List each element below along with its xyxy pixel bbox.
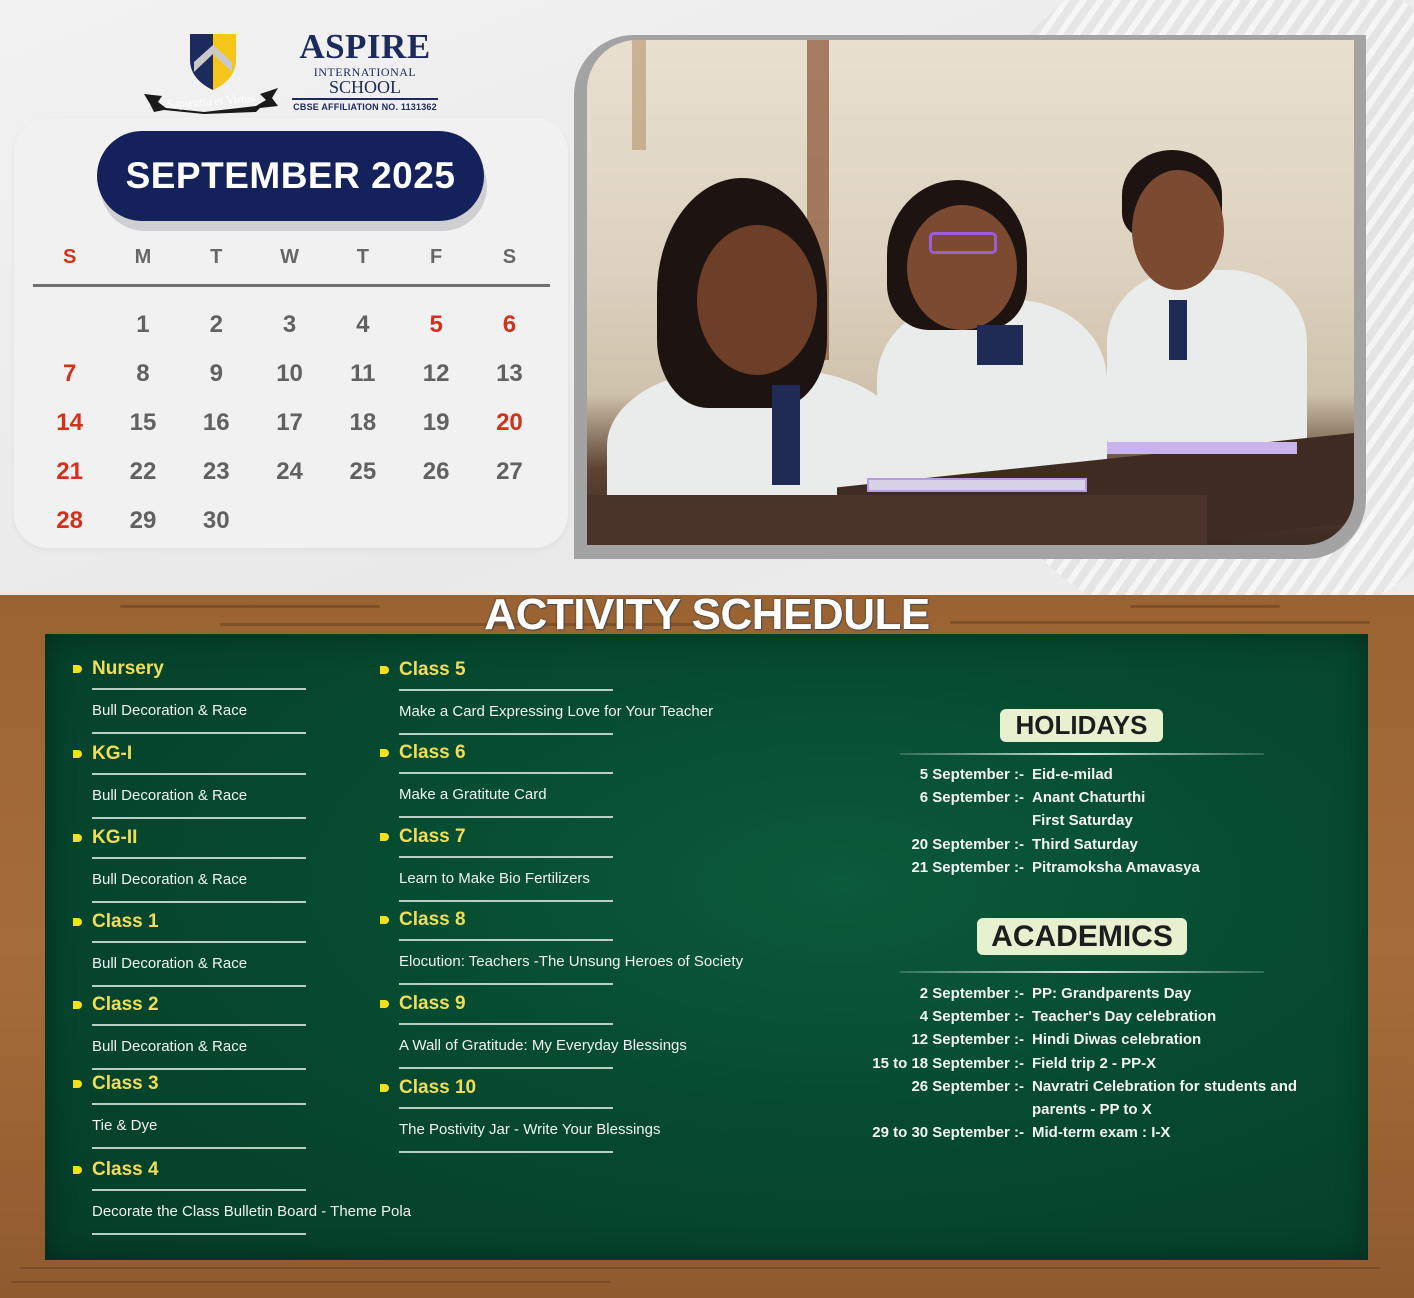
photo-tie xyxy=(1169,300,1187,360)
class-name: Class 9 xyxy=(399,993,466,1014)
schedule-entry xyxy=(73,990,403,1069)
chalk-line xyxy=(92,1103,306,1105)
activity-text: Elocution: Teachers -The Unsung Heroes of Society xyxy=(399,953,744,970)
wood-grain xyxy=(10,1281,610,1283)
calendar-day: 15 xyxy=(129,408,157,436)
photo-desk xyxy=(587,495,1207,545)
class-name: Class 6 xyxy=(399,742,466,763)
weekday-label: F xyxy=(430,246,443,268)
calendar-day: 22 xyxy=(129,457,157,485)
calendar-day: 11 xyxy=(350,359,376,387)
schedule-entry xyxy=(380,1073,780,1157)
academics-item xyxy=(870,1052,1297,1075)
holidays-item xyxy=(870,763,1200,786)
activity-text: A Wall of Gratitude: My Everyday Blessings xyxy=(399,1037,687,1054)
chalk-line xyxy=(399,939,613,941)
wood-grain xyxy=(20,1267,1380,1269)
chalk-line xyxy=(399,1151,613,1153)
photo-face xyxy=(1132,170,1224,290)
schedule-entry xyxy=(73,739,403,823)
chalk-line xyxy=(92,817,306,819)
schedule-entry xyxy=(380,989,780,1073)
weekday-label: T xyxy=(210,246,223,268)
activity-text: Bull Decoration & Race xyxy=(92,702,248,719)
activity-text: Bull Decoration & Race xyxy=(92,787,248,804)
holidays-heading: HOLIDAYS xyxy=(1000,709,1163,742)
class-label xyxy=(73,907,403,937)
chalk-line xyxy=(399,772,613,774)
class-label xyxy=(380,822,780,852)
photo-glasses xyxy=(929,232,997,254)
calendar-week-row xyxy=(33,447,550,496)
bullet-icon xyxy=(380,666,389,674)
event-date xyxy=(870,809,1024,832)
weekday-label: S xyxy=(62,246,77,268)
event-date xyxy=(870,1098,1024,1121)
class-name: Nursery xyxy=(92,658,164,679)
class-label xyxy=(73,823,403,853)
chalk-line xyxy=(92,1147,306,1149)
photo-face xyxy=(907,205,1017,330)
event-date: 4 September :- xyxy=(919,1008,1024,1026)
chalk-line xyxy=(92,1233,306,1235)
calendar-day: 20 xyxy=(496,408,523,436)
event-date: 20 September :- xyxy=(911,835,1024,853)
weekday-label: S xyxy=(502,246,517,268)
chalk-line xyxy=(399,1067,613,1069)
class-name: Class 3 xyxy=(92,1073,159,1094)
chalk-line xyxy=(399,816,613,818)
schedule-left-column xyxy=(73,654,412,1245)
weekday-label: W xyxy=(280,246,299,268)
class-label xyxy=(73,1069,403,1099)
calendar-day: 30 xyxy=(202,506,230,534)
class-name: Class 4 xyxy=(92,1159,159,1180)
event-description: Teacher's Day celebration xyxy=(1032,1008,1217,1026)
school-name-block xyxy=(290,28,440,112)
weekday-header xyxy=(33,246,550,276)
calendar-day: 29 xyxy=(129,506,157,534)
photo-pencil-case xyxy=(1107,442,1297,454)
bullet-icon xyxy=(73,918,82,926)
bullet-icon xyxy=(73,665,82,673)
academics-item xyxy=(870,1028,1297,1051)
chalk-line xyxy=(92,941,306,943)
class-name: Class 8 xyxy=(399,909,466,930)
event-description: Third Saturday xyxy=(1032,835,1138,853)
calendar-day: 8 xyxy=(136,359,150,387)
class-name: Class 5 xyxy=(399,659,466,680)
school-motto: Sapientia et Virtus xyxy=(166,90,256,112)
class-label xyxy=(73,654,403,684)
calendar-day: 12 xyxy=(422,359,450,387)
calendar-day: 9 xyxy=(209,359,223,387)
class-label xyxy=(380,1073,780,1103)
class-name: KG-I xyxy=(92,743,133,764)
weekday-label: M xyxy=(134,246,152,268)
holidays-list xyxy=(870,763,1200,879)
holidays-divider xyxy=(900,753,1264,755)
academics-item xyxy=(870,1005,1297,1028)
bullet-icon xyxy=(73,1080,82,1088)
class-label xyxy=(380,989,780,1019)
bullet-icon xyxy=(73,1001,82,1009)
activity-text: Make a Gratitute Card xyxy=(399,786,547,803)
class-label xyxy=(73,990,403,1020)
calendar-day: 26 xyxy=(422,457,450,485)
bullet-icon xyxy=(380,833,389,841)
chalk-line xyxy=(92,1024,306,1026)
event-date: 6 September :- xyxy=(919,789,1024,807)
event-date: 15 to 18 September :- xyxy=(872,1054,1024,1072)
academics-item xyxy=(870,982,1297,1005)
logo-divider xyxy=(292,98,438,100)
activity-text: Bull Decoration & Race xyxy=(92,871,248,888)
chalk-line xyxy=(399,983,613,985)
event-description: Pitramoksha Amavasya xyxy=(1032,858,1200,876)
holidays-item xyxy=(870,833,1200,856)
class-label xyxy=(380,738,780,768)
schedule-entry xyxy=(380,738,780,822)
academics-item xyxy=(870,1098,1297,1121)
calendar-day: 3 xyxy=(282,310,297,338)
holidays-item xyxy=(870,856,1200,879)
calendar-day: 18 xyxy=(349,408,377,436)
activity-text: The Postivity Jar - Write Your Blessings xyxy=(399,1121,661,1138)
calendar-day: 19 xyxy=(422,408,450,436)
month-title: SEPTEMBER 2025 xyxy=(97,131,484,221)
chalk-line xyxy=(92,688,306,690)
activity-text: Learn to Make Bio Fertilizers xyxy=(399,870,590,887)
schedule-middle-column xyxy=(380,655,780,1157)
chalk-line xyxy=(92,732,306,734)
bullet-icon xyxy=(380,1084,389,1092)
bullet-icon xyxy=(380,916,389,924)
chalk-line xyxy=(399,900,613,902)
class-label xyxy=(380,905,780,935)
event-description: Mid-term exam : I-X xyxy=(1032,1124,1171,1142)
chalk-line xyxy=(92,773,306,775)
chalk-line xyxy=(399,733,613,735)
class-label xyxy=(73,1155,403,1185)
chalk-line xyxy=(92,857,306,859)
event-date: 26 September :- xyxy=(911,1077,1024,1095)
bullet-icon xyxy=(73,1166,82,1174)
weekday-label: T xyxy=(356,246,369,268)
calendar-day: 25 xyxy=(349,457,377,485)
calendar-day: 23 xyxy=(202,457,230,485)
shield-crest-icon xyxy=(188,32,238,92)
calendar-day: 2 xyxy=(209,310,223,338)
event-description: First Saturday xyxy=(1032,812,1133,830)
calendar-day: 5 xyxy=(429,310,443,338)
calendar-day: 1 xyxy=(136,310,150,338)
event-description: parents - PP to X xyxy=(1032,1101,1152,1119)
photo-student-right xyxy=(1107,270,1307,450)
photo-face xyxy=(697,225,817,375)
photo-pencil-case xyxy=(867,478,1087,492)
event-date: 5 September :- xyxy=(919,766,1024,783)
calendar-day: 6 xyxy=(502,310,517,338)
calendar-day: 28 xyxy=(56,506,83,534)
school-logo xyxy=(140,28,450,118)
photo-tie xyxy=(977,325,1023,365)
chalk-line xyxy=(399,1023,613,1025)
event-description: Field trip 2 - PP-X xyxy=(1032,1054,1157,1072)
activity-text: Bull Decoration & Race xyxy=(92,955,248,972)
academics-heading: ACADEMICS xyxy=(977,918,1187,955)
chalk-line xyxy=(92,985,306,987)
holidays-item xyxy=(870,809,1200,832)
calendar-day: 10 xyxy=(276,359,303,387)
calendar-week-row xyxy=(33,349,550,398)
academics-item xyxy=(870,1075,1297,1098)
schedule-entry xyxy=(73,907,403,990)
photo-tie xyxy=(772,385,800,485)
chalk-line xyxy=(92,901,306,903)
class-label xyxy=(380,655,780,685)
bullet-icon xyxy=(73,834,82,842)
academics-item xyxy=(870,1121,1297,1144)
calendar-week-row xyxy=(33,300,550,349)
class-label xyxy=(73,739,403,769)
schedule-entry xyxy=(73,654,403,739)
chalk-line xyxy=(92,1189,306,1191)
event-description: Eid-e-milad xyxy=(1032,766,1113,783)
calendar-day: 14 xyxy=(56,408,83,436)
academics-list xyxy=(870,982,1297,1144)
bullet-icon xyxy=(380,1000,389,1008)
students-classroom-photo xyxy=(587,40,1354,545)
class-name: Class 2 xyxy=(92,994,159,1015)
calendar-divider xyxy=(33,284,550,287)
schedule-entry xyxy=(380,822,780,905)
calendar-day: 13 xyxy=(496,359,523,387)
event-description: Anant Chaturthi xyxy=(1032,789,1146,807)
schedule-entry xyxy=(380,655,780,738)
bullet-icon xyxy=(380,749,389,757)
calendar-week-row xyxy=(33,496,550,545)
event-description: Navratri Celebration for students and xyxy=(1032,1077,1298,1095)
calendar-day: 17 xyxy=(276,408,303,436)
activity-text: Decorate the Class Bulletin Board - Theme Pola xyxy=(92,1203,412,1220)
activity-text: Tie & Dye xyxy=(92,1117,158,1134)
calendar-day: 27 xyxy=(496,457,523,485)
schedule-entry xyxy=(73,1069,403,1155)
event-description: PP: Grandparents Day xyxy=(1032,985,1192,1002)
photo-wall-detail xyxy=(632,40,646,150)
schedule-entry xyxy=(73,1155,412,1245)
schedule-entry xyxy=(380,905,780,989)
calendar-day: 7 xyxy=(62,359,77,387)
event-description: Hindi Diwas celebration xyxy=(1032,1031,1202,1049)
academics-divider xyxy=(900,971,1264,973)
calendar-day: 16 xyxy=(202,408,230,436)
activity-text: Bull Decoration & Race xyxy=(92,1038,248,1055)
top-section xyxy=(0,0,1414,595)
event-date: 29 to 30 September :- xyxy=(872,1124,1024,1142)
calendar-day: 21 xyxy=(56,457,83,485)
holidays-item xyxy=(870,786,1200,809)
activity-text: Make a Card Expressing Love for Your Teacher xyxy=(399,703,714,720)
bullet-icon xyxy=(73,750,82,758)
chalk-line xyxy=(399,856,613,858)
event-date: 12 September :- xyxy=(911,1031,1024,1049)
school-name: ASPIRE xyxy=(299,27,431,66)
affiliation-number: CBSE AFFILIATION NO. 1131362 xyxy=(293,101,437,112)
event-date: 21 September :- xyxy=(911,858,1024,876)
class-name: Class 7 xyxy=(399,826,466,847)
activity-schedule-title: ACTIVITY SCHEDULE xyxy=(484,590,930,639)
schedule-entry xyxy=(73,823,403,907)
calendar-week-row xyxy=(33,398,550,447)
school-subtitle: INTERNATIONAL xyxy=(313,65,417,79)
calendar-day: 4 xyxy=(356,310,370,338)
school-type: SCHOOL xyxy=(328,77,401,97)
class-name: KG-II xyxy=(92,827,138,848)
calendar-day: 24 xyxy=(276,457,303,485)
chalk-line xyxy=(399,1107,613,1109)
calendar-grid xyxy=(33,300,550,545)
event-date: 2 September :- xyxy=(919,985,1024,1002)
chalk-line xyxy=(399,689,613,691)
class-name: Class 10 xyxy=(399,1077,477,1098)
class-name: Class 1 xyxy=(92,911,159,932)
